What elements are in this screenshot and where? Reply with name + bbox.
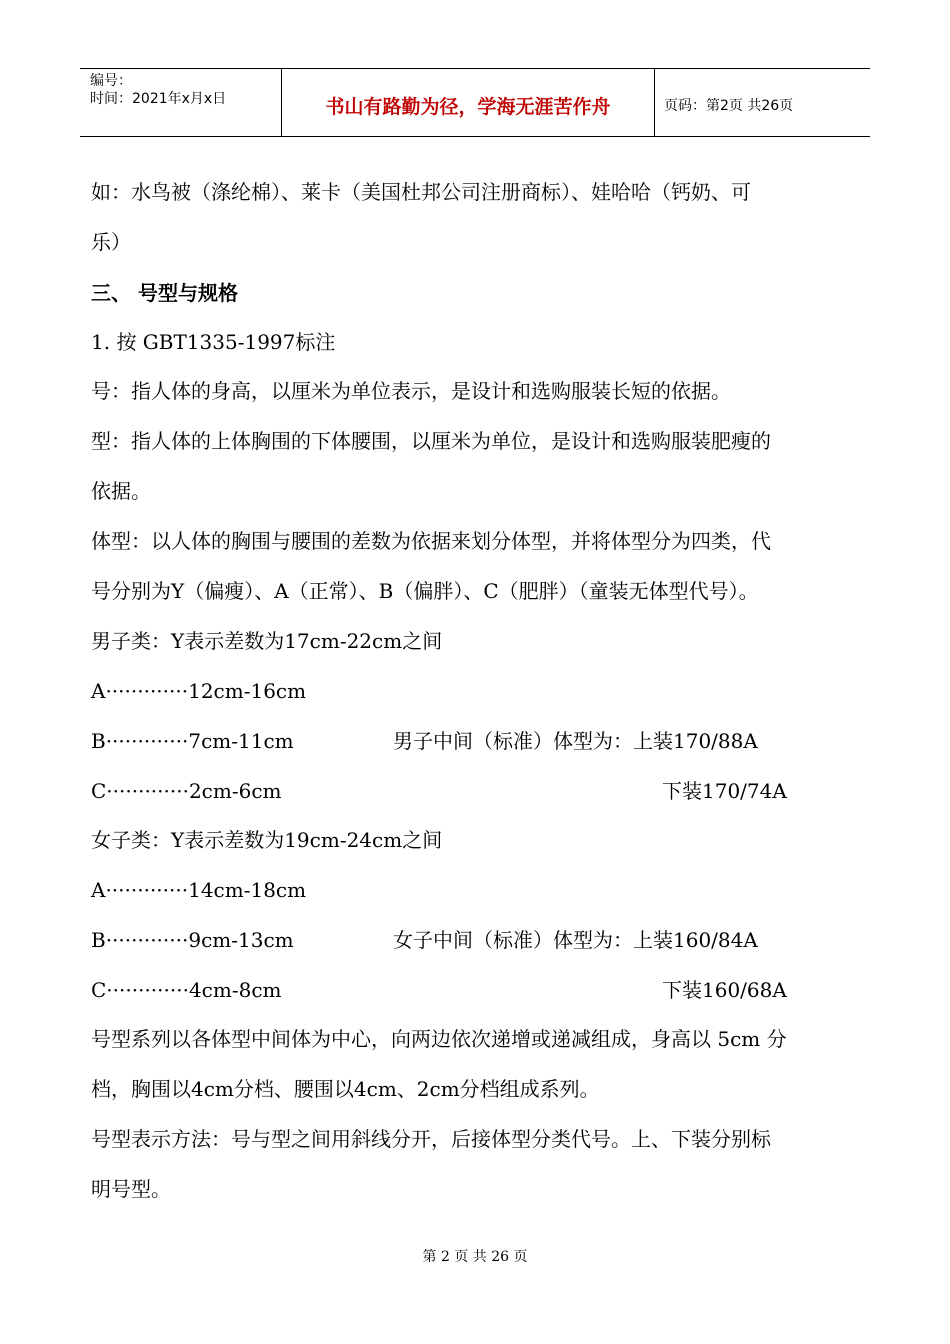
header-divider — [654, 69, 655, 136]
header-time: 时间：2021年x月x日 — [90, 91, 227, 107]
paragraph-line: 型：指人体的上体胸围的下体腰围，以厘米为单位，是设计和选购服装肥瘦的 — [91, 429, 771, 453]
paragraph-line: 体型：以人体的胸围与腰围的差数为依据来划分体型，并将体型分为四类，代 — [91, 529, 771, 553]
page-footer: 第 2 页 共 26 页 — [422, 1249, 528, 1265]
male-c-row: C·············2cm-6cm — [91, 779, 282, 803]
paragraph-line: 号分别为Y（偏瘦）、A（正常）、B（偏胖）、C（肥胖）（童装无体型代号）。 — [91, 579, 759, 603]
paragraph-line: 号型系列以各体型中间体为中心，向两边依次递增或递减组成，身高以 5cm 分 — [91, 1027, 787, 1051]
section-heading: 三、 号型与规格 — [91, 281, 238, 305]
header-number: 编号： — [90, 73, 132, 89]
male-standard: 男子中间（标准）体型为：上装170/88A — [393, 729, 758, 753]
male-a-row: A·············12cm-16cm — [91, 679, 307, 703]
paragraph-line: 如：水鸟被（涤纶棉）、莱卡（美国杜邦公司注册商标）、娃哈哈（钙奶、可 — [91, 180, 751, 204]
header-meta — [90, 72, 226, 108]
header-page-info: 页码：第2页 共26页 — [664, 98, 794, 114]
list-item: 1. 按 GBT1335-1997标注 — [91, 330, 336, 354]
female-standard-lower: 下装160/68A — [662, 978, 787, 1002]
header-motto: 书山有路勤为径，学海无涯苦作舟 — [325, 96, 611, 118]
page-header — [80, 68, 870, 137]
female-standard: 女子中间（标准）体型为：上装160/84A — [393, 928, 758, 952]
paragraph-line: 明号型。 — [91, 1177, 171, 1201]
paragraph-line: 号：指人体的身高，以厘米为单位表示，是设计和选购服装长短的依据。 — [91, 379, 731, 403]
paragraph-line: 乐） — [91, 230, 131, 254]
female-b-row: B·············9cm-13cm — [91, 928, 294, 952]
male-b-row: B·············7cm-11cm — [91, 729, 294, 753]
male-standard-lower: 下装170/74A — [662, 779, 787, 803]
female-a-row: A·············14cm-18cm — [91, 878, 307, 902]
paragraph-line: 档，胸围以4cm分档、腰围以4cm、2cm分档组成系列。 — [91, 1077, 600, 1101]
female-c-row: C·············4cm-8cm — [91, 978, 282, 1002]
male-title: 男子类：Y表示差数为17cm-22cm之间 — [91, 629, 443, 653]
female-title: 女子类：Y表示差数为19cm-24cm之间 — [91, 828, 443, 852]
paragraph-line: 号型表示方法：号与型之间用斜线分开，后接体型分类代号。上、下装分别标 — [91, 1127, 771, 1151]
paragraph-line: 依据。 — [91, 479, 151, 503]
